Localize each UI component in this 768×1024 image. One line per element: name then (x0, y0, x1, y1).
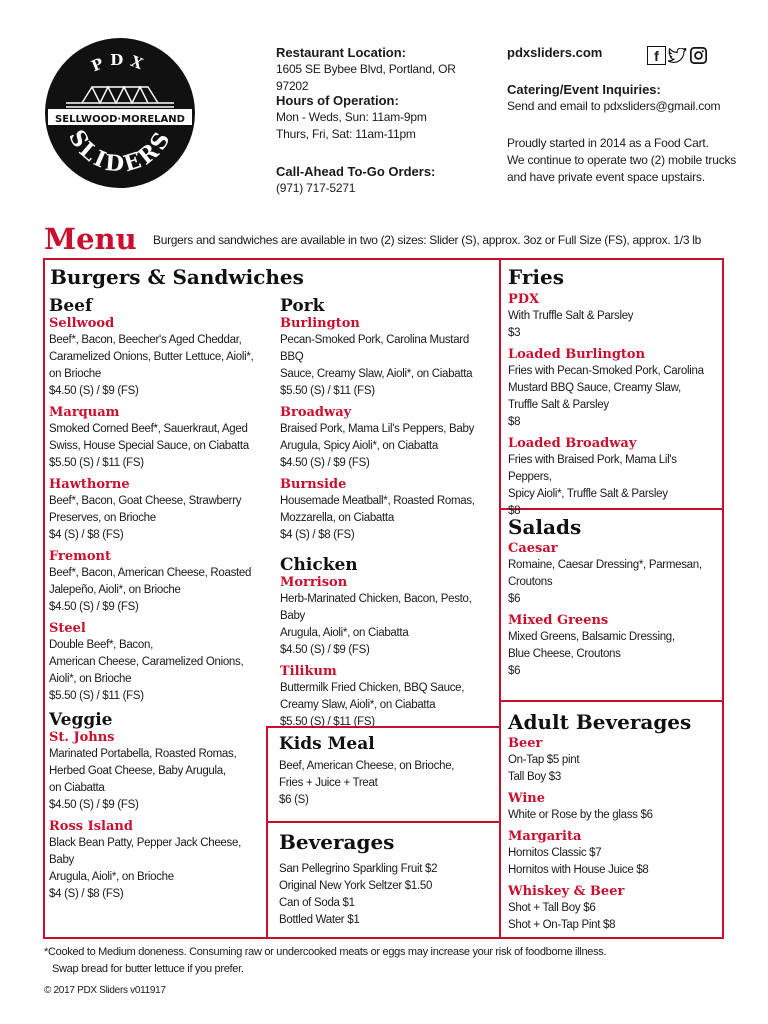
menu-item-description (280, 591, 495, 659)
menu-item (508, 436, 720, 520)
catering-text: Send and email to pdxsliders@gmail.com (507, 99, 721, 113)
menu-item-line: Buttermilk Fried Chicken, BBQ Sauce, (280, 682, 465, 694)
menu-item (49, 730, 265, 814)
menu-item-description (49, 565, 265, 616)
menu-item-line: American Cheese, Caramelized Onions, (49, 656, 244, 668)
menu-item-line: Black Bean Patty, Pepper Jack Cheese, Baby (49, 837, 241, 866)
menu-item-name: Hawthorne (49, 477, 130, 492)
menu-item-line: $8 (508, 505, 521, 517)
menu-item-line: Arugula, Aioli*, on Brioche (49, 871, 174, 883)
menu-item-name: Margarita (508, 829, 582, 844)
menu-item-line: Swiss, House Special Sauce, on Ciabatta (49, 440, 249, 452)
svg-text:SLIDERS: SLIDERS (63, 125, 177, 178)
menu-item-name: Caesar (508, 541, 558, 556)
fries-items (508, 292, 720, 520)
pdx-sliders-logo (44, 37, 196, 189)
menu-item-name: Whiskey & Beer (508, 884, 625, 899)
facebook-icon[interactable]: f (647, 46, 666, 65)
menu-item-line: $4 (S) / $8 (FS) (49, 888, 124, 900)
menu-item-description (49, 835, 265, 903)
menu-item-name: Ross Island (49, 819, 133, 834)
menu-item-name: Marquam (49, 405, 120, 420)
menu-item (280, 664, 495, 731)
menu-item-line: Beef*, Bacon, Beecher's Aged Cheddar, (49, 334, 242, 346)
menu-item-line: on Ciabatta (49, 782, 105, 794)
hours-line-1: Mon - Weds, Sun: 11am-9pm (276, 110, 427, 124)
menu-item-line: $4.50 (S) / $9 (FS) (49, 799, 139, 811)
about-line-2: We continue to operate two (2) mobile trucks (507, 153, 737, 167)
menu-item-name: Beer (508, 736, 543, 751)
menu-item (508, 541, 720, 608)
svg-text:PDX: PDX (88, 50, 152, 76)
menu-item-line: Jalepeño, Aioli*, on Brioche (49, 584, 181, 596)
menu-item-line: Blue Cheese, Croutons (508, 648, 621, 660)
chicken-items (280, 575, 495, 731)
salads-section (508, 515, 720, 685)
menu-item-description (508, 452, 720, 520)
location-label: Restaurant Location: (276, 45, 407, 60)
about-line-3: and have private event space upstairs. (507, 170, 705, 184)
kids-price: $6 (S) (279, 794, 309, 806)
menu-item-line: With Truffle Salt & Parsley (508, 310, 634, 322)
pork-title: Pork (280, 296, 325, 316)
menu-item-name: Mixed Greens (508, 613, 609, 628)
footer-copyright: © 2017 PDX Sliders v011917 (44, 985, 166, 996)
footer-disclaimer: *Cooked to Medium doneness. Consuming raw or undercooked meats or eggs may increase your risk of foodborne illness. (44, 946, 607, 958)
location-block (276, 44, 486, 95)
menu-item-line: Caramelized Onions, Butter Lettuce, Aioli*, (49, 351, 254, 363)
location-address: 1605 SE Bybee Blvd, Portland, OR 97202 (276, 62, 456, 93)
salads-title: Salads (508, 515, 582, 539)
menu-item-description (280, 680, 495, 731)
menu-item-line: Double Beef*, Bacon, (49, 639, 153, 651)
menu-item-line: White or Rose by the glass $6 (508, 809, 653, 821)
menu-item-line: Mustard BBQ Sauce, Creamy Slaw, (508, 382, 681, 394)
kids-title: Kids Meal (279, 734, 375, 754)
menu-item-line: Shot + On-Tap Pint $8 (508, 919, 616, 931)
menu-item-line: Fries with Braised Pork, Mama Lil's Peppers, (508, 454, 677, 483)
adult-beverages-section (508, 710, 720, 939)
menu-item-line: $5.50 (S) / $11 (FS) (49, 457, 144, 469)
menu-item-name: Morrison (280, 575, 348, 590)
fries-section (508, 265, 720, 525)
menu-item-line: Aioli*, on Brioche (49, 673, 132, 685)
website-block (507, 44, 647, 61)
menu-item-line: $5.50 (S) / $11 (FS) (280, 716, 375, 728)
menu-item-name: Burlington (280, 316, 360, 331)
menu-item-line: Preserves, on Brioche (49, 512, 156, 524)
beverages-section (279, 830, 494, 929)
menu-item-description (49, 746, 265, 814)
menu-item (508, 347, 720, 431)
hours-line-2: Thurs, Fri, Sat: 11am-11pm (276, 127, 416, 141)
menu-item-line: Croutons (508, 576, 553, 588)
menu-item-line: Braised Pork, Mama Lil's Peppers, Baby (280, 423, 475, 435)
menu-item-name: St. Johns (49, 730, 115, 745)
menu-item-line: $4.50 (S) / $9 (FS) (280, 457, 370, 469)
svg-text:SELLWOOD·MORELAND: SELLWOOD·MORELAND (55, 114, 185, 125)
menu-item (49, 405, 265, 472)
menu-item-description (49, 637, 265, 705)
menu-item-description (508, 308, 720, 342)
menu-item (49, 819, 265, 903)
menu-item-description (508, 363, 720, 431)
menu-item (49, 549, 265, 616)
menu-item (508, 736, 720, 786)
divider-kids-bev (266, 821, 501, 823)
menu-item-line: Arugula, Spicy Aioli*, on Ciabatta (280, 440, 438, 452)
beverage-item: San Pellegrino Sparkling Fruit $2 (279, 863, 438, 875)
menu-item-line: $4 (S) / $8 (FS) (280, 529, 355, 541)
menu-item-line: $6 (508, 593, 521, 605)
menu-item (280, 477, 495, 544)
menu-item-description (280, 493, 495, 544)
menu-item-line: Herb-Marinated Chicken, Bacon, Pesto, Baby (280, 593, 472, 622)
menu-item-description (280, 332, 495, 400)
beef-column (49, 296, 265, 908)
beverages-list (279, 861, 494, 929)
menu-item-line: Beef*, Bacon, Goat Cheese, Strawberry (49, 495, 242, 507)
menu-item-line: Pecan-Smoked Pork, Carolina Mustard BBQ (280, 334, 469, 363)
fries-title: Fries (508, 265, 564, 289)
menu-item-line: Sauce, Creamy Slaw, Aioli*, on Ciabatta (280, 368, 473, 380)
menu-item (508, 613, 720, 680)
menu-item-line: Mixed Greens, Balsamic Dressing, (508, 631, 675, 643)
hours-label: Hours of Operation: (276, 93, 399, 108)
menu-item-line: Tall Boy $3 (508, 771, 561, 783)
about-block (507, 135, 747, 186)
menu-item-line: $6 (508, 665, 521, 677)
pork-items (280, 316, 495, 544)
menu-item-line: Creamy Slaw, Aioli*, on Ciabatta (280, 699, 436, 711)
call-ahead-phone[interactable]: (971) 717-5271 (276, 181, 356, 195)
divider-salads-adult (499, 700, 724, 702)
catering-label: Catering/Event Inquiries: (507, 82, 661, 97)
veggie-items (49, 730, 265, 903)
menu-item-name: Tilikum (280, 664, 337, 679)
menu-item-name: Steel (49, 621, 86, 636)
menu-item (508, 884, 720, 934)
twitter-icon[interactable] (668, 46, 687, 65)
kids-section (279, 734, 494, 809)
hours-block (276, 92, 486, 143)
kids-desc (279, 758, 494, 809)
menu-item-line: on Brioche (49, 368, 101, 380)
menu-item-name: Broadway (280, 405, 352, 420)
menu-item-line: On-Tap $5 pint (508, 754, 580, 766)
beverage-item: Original New York Seltzer $1.50 (279, 880, 433, 892)
menu-item-description (49, 332, 265, 400)
menu-item-name: Sellwood (49, 316, 115, 331)
menu-item-line: Hornitos with House Juice $8 (508, 864, 649, 876)
menu-item-line: $5.50 (S) / $11 (FS) (280, 385, 375, 397)
menu-item (49, 316, 265, 400)
menu-item-name: Fremont (49, 549, 112, 564)
menu-item-line: Truffle Salt & Parsley (508, 399, 609, 411)
menu-item (49, 477, 265, 544)
about-line-1: Proudly started in 2014 as a Food Cart. (507, 136, 709, 150)
menu-item-name: PDX (508, 292, 540, 307)
menu-item-line: $4 (S) / $8 (FS) (49, 529, 124, 541)
menu-item (508, 829, 720, 879)
chicken-title: Chicken (280, 555, 358, 575)
menu-item-line: Mozzarella, on Ciabatta (280, 512, 394, 524)
menu-item-description (508, 845, 720, 879)
pork-column (280, 296, 495, 736)
menu-item-description (508, 629, 720, 680)
sizes-note: Burgers and sandwiches are available in two (2) sizes: Slider (S), approx. 3oz or Full Size (FS), approx. 1/3 lb (153, 233, 701, 247)
menu-item (508, 292, 720, 342)
adult-items (508, 736, 720, 934)
menu-item-description (508, 900, 720, 934)
menu-item-description (508, 557, 720, 608)
menu-item-name: Burnside (280, 477, 347, 492)
menu-item-line: $8 (508, 416, 521, 428)
menu-item-line: Hornitos Classic $7 (508, 847, 602, 859)
menu-item-line: Smoked Corned Beef*, Sauerkraut, Aged (49, 423, 248, 435)
menu-item (49, 621, 265, 705)
instagram-icon[interactable] (689, 46, 708, 65)
menu-item-name: Wine (508, 791, 546, 806)
call-ahead-label: Call-Ahead To-Go Orders: (276, 164, 436, 179)
beef-items (49, 316, 265, 705)
menu-item (280, 575, 495, 659)
menu-item-line: Arugula, Aioli*, on Ciabatta (280, 627, 409, 639)
menu-item-line: $4.50 (S) / $9 (FS) (280, 644, 370, 656)
menu-item-line: $4.50 (S) / $9 (FS) (49, 601, 139, 613)
menu-item-line: Herbed Goat Cheese, Baby Arugula, (49, 765, 226, 777)
burgers-title: Burgers & Sandwiches (50, 265, 304, 289)
menu-title: Menu (44, 222, 137, 256)
beef-title: Beef (49, 296, 93, 316)
menu-item-line: Beef*, Bacon, American Cheese, Roasted (49, 567, 252, 579)
menu-item-line: Romaine, Caesar Dressing*, Parmesan, (508, 559, 702, 571)
menu-item-line: Housemade Meatball*, Roasted Romas, (280, 495, 475, 507)
menu-item-line: $4.50 (S) / $9 (FS) (49, 385, 139, 397)
menu-item-line: $5.50 (S) / $11 (FS) (49, 690, 144, 702)
adult-beverages-title: Adult Beverages (508, 710, 692, 734)
menu-item (280, 405, 495, 472)
call-ahead-block (276, 163, 486, 197)
social-icons (647, 46, 708, 65)
menu-item-name: Loaded Burlington (508, 347, 646, 362)
menu-item-line: $3 (508, 327, 521, 339)
beverage-item: Can of Soda $1 (279, 897, 355, 909)
beverage-item: Bottled Water $1 (279, 914, 360, 926)
menu-item-description (49, 421, 265, 472)
menu-item-description (508, 807, 720, 824)
beverages-title: Beverages (279, 830, 395, 854)
menu-item-description (280, 421, 495, 472)
veggie-title: Veggie (49, 710, 113, 730)
menu-item-name: Loaded Broadway (508, 436, 637, 451)
menu-item (508, 791, 720, 824)
kids-desc-line: Fries + Juice + Treat (279, 777, 378, 789)
menu-item-line: Shot + Tall Boy $6 (508, 902, 596, 914)
menu-item-line: Spicy Aioli*, Truffle Salt & Parsley (508, 488, 668, 500)
website-link[interactable]: pdxsliders.com (507, 45, 603, 60)
footer-swap-note: Swap bread for butter lettuce if you prefer. (52, 963, 244, 975)
menu-item-line: Fries with Pecan-Smoked Pork, Carolina (508, 365, 704, 377)
catering-block (507, 81, 737, 115)
menu-item-description (49, 493, 265, 544)
menu-item-description (508, 752, 720, 786)
kids-desc-line: Beef, American Cheese, on Brioche, (279, 760, 455, 772)
salads-items (508, 541, 720, 680)
menu-item-line: Marinated Portabella, Roasted Romas, (49, 748, 237, 760)
menu-item (280, 316, 495, 400)
